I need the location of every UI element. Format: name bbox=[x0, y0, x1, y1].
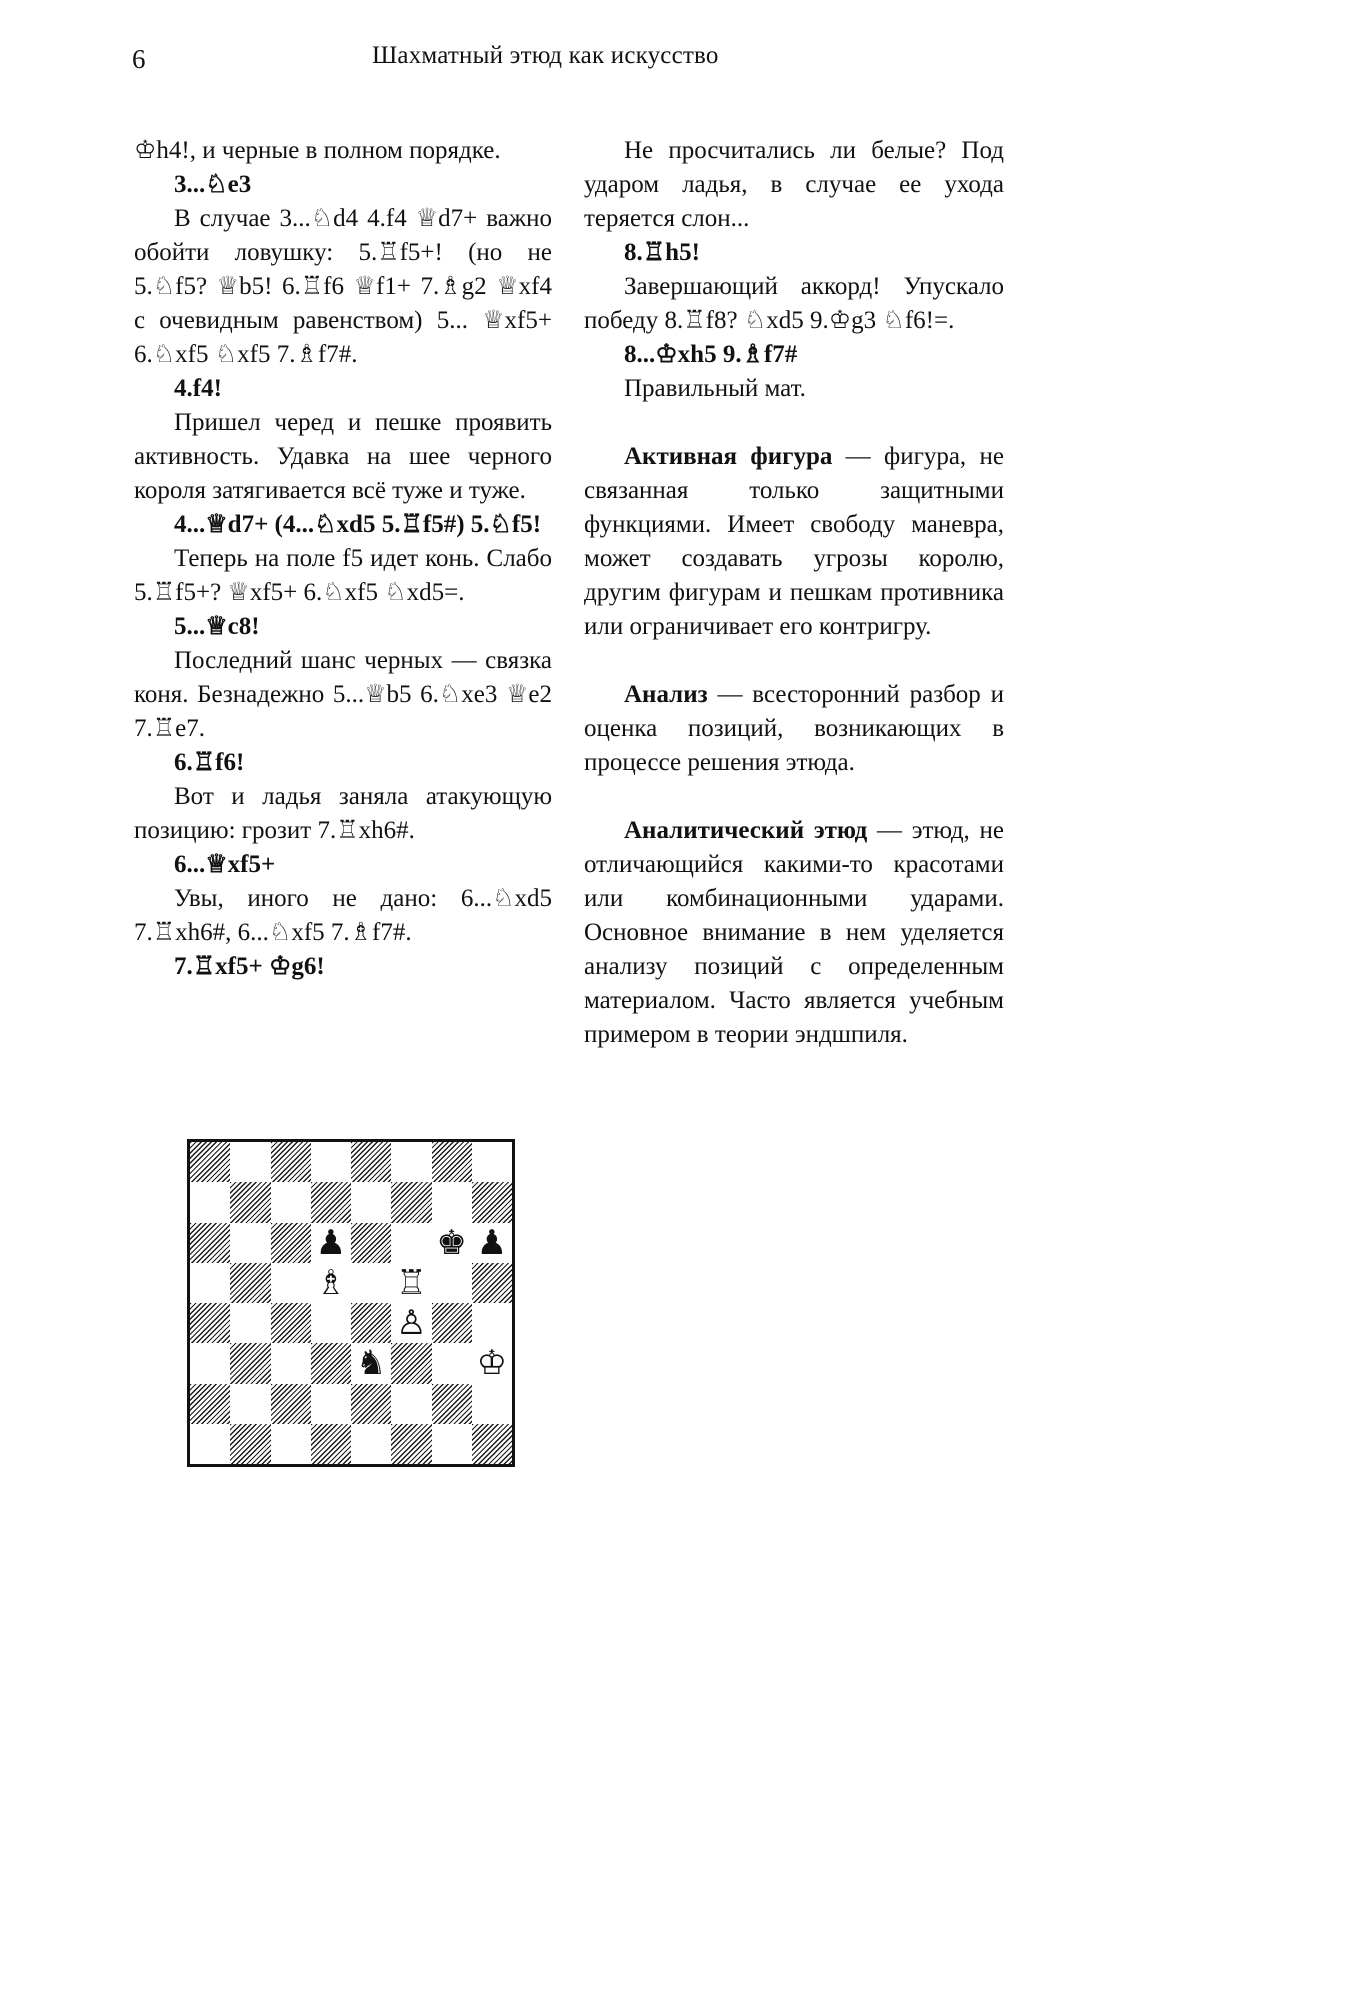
definition-body: — фигура, не связанная только защитными функциями. Имеет свободу маневра, может создавать угрозы королю, другим фигурам и пешкам противника или ограничивает его контригру. bbox=[584, 443, 1004, 640]
spacer bbox=[584, 780, 1004, 814]
square-f1 bbox=[391, 1424, 431, 1464]
definition-term: Аналитический этюд bbox=[624, 817, 868, 844]
definition-term: Активная фигура bbox=[624, 443, 833, 470]
square-f8 bbox=[391, 1142, 431, 1182]
square-d4 bbox=[311, 1303, 351, 1343]
square-d6 bbox=[311, 1223, 351, 1263]
left-column bbox=[134, 134, 552, 984]
move-line: 4.f4! bbox=[174, 375, 222, 402]
square-b2 bbox=[230, 1384, 270, 1424]
move-line: 3...♘e3 bbox=[174, 171, 252, 198]
square-b6 bbox=[230, 1223, 270, 1263]
square-a7 bbox=[190, 1182, 230, 1222]
square-a4 bbox=[190, 1303, 230, 1343]
square-d3 bbox=[311, 1343, 351, 1383]
square-d1 bbox=[311, 1424, 351, 1464]
square-f2 bbox=[391, 1384, 431, 1424]
square-g8 bbox=[432, 1142, 472, 1182]
move-line: 6...♕xf5+ bbox=[174, 851, 276, 878]
square-d2 bbox=[311, 1384, 351, 1424]
page-number: 6 bbox=[132, 44, 146, 74]
move-line: 8.♖h5! bbox=[624, 239, 700, 266]
white-pawn-icon: ♙ bbox=[391, 1303, 431, 1343]
square-h1 bbox=[472, 1424, 512, 1464]
square-g2 bbox=[432, 1384, 472, 1424]
paragraph: Пришел черед и пешке проявить активность. Удавка на шее черного короля затягивается всё туже и туже. bbox=[134, 409, 552, 504]
square-e4 bbox=[351, 1303, 391, 1343]
square-c6 bbox=[271, 1223, 311, 1263]
square-e3 bbox=[351, 1343, 391, 1383]
definition-analysis bbox=[584, 678, 1004, 780]
paragraph: В случае 3...♘d4 4.f4 ♕d7+ важно обойти ловушку: 5.♖f5+! (но не 5.♘f5? ♕b5! 6.♖f6 ♕f1+ 7.♗g2 ♕xf4 с очевидным равенством) 5... ♕xf5+ 6.♘xf5 ♘xf5 7.♗f7#. bbox=[134, 205, 552, 368]
square-g4 bbox=[432, 1303, 472, 1343]
paragraph: Последний шанс черных — связка коня. Безнадежно 5...♕b5 6.♘xe3 ♕e2 7.♖e7. bbox=[134, 647, 552, 742]
square-e2 bbox=[351, 1384, 391, 1424]
running-title: Шахматный этюд как искусство bbox=[372, 42, 719, 69]
square-g6 bbox=[432, 1223, 472, 1263]
move-line: 5...♕c8! bbox=[174, 613, 260, 640]
spacer bbox=[584, 644, 1004, 678]
square-b3 bbox=[230, 1343, 270, 1383]
square-h6 bbox=[472, 1223, 512, 1263]
paragraph: Правильный мат. bbox=[624, 375, 806, 402]
square-e6 bbox=[351, 1223, 391, 1263]
paragraph: Увы, иного не дано: 6...♘xd5 7.♖xh6#, 6...♘xf5 7.♗f7#. bbox=[134, 885, 552, 946]
paragraph: ♔h4!, и черные в полном порядке. bbox=[134, 137, 501, 164]
paragraph: Вот и ладья заняла атакующую позицию: грозит 7.♖xh6#. bbox=[134, 783, 552, 844]
move-line: 4...♕d7+ (4...♘xd5 5.♖f5#) 5.♘f5! bbox=[174, 511, 542, 538]
spacer bbox=[584, 406, 1004, 440]
chess-board bbox=[190, 1142, 512, 1464]
black-king-icon: ♚ bbox=[432, 1223, 472, 1263]
definition-active-piece bbox=[584, 440, 1004, 644]
square-h3 bbox=[472, 1343, 512, 1383]
square-a5 bbox=[190, 1263, 230, 1303]
square-f5 bbox=[391, 1263, 431, 1303]
square-g5 bbox=[432, 1263, 472, 1303]
square-e5 bbox=[351, 1263, 391, 1303]
square-a8 bbox=[190, 1142, 230, 1182]
square-b4 bbox=[230, 1303, 270, 1343]
square-c1 bbox=[271, 1424, 311, 1464]
move-line: 8...♔xh5 9.♗f7# bbox=[624, 341, 798, 368]
square-c5 bbox=[271, 1263, 311, 1303]
square-h4 bbox=[472, 1303, 512, 1343]
square-f4 bbox=[391, 1303, 431, 1343]
square-c3 bbox=[271, 1343, 311, 1383]
square-a6 bbox=[190, 1223, 230, 1263]
definition-term: Анализ bbox=[624, 681, 708, 708]
chess-diagram bbox=[187, 1139, 515, 1467]
white-rook-icon: ♖ bbox=[391, 1263, 431, 1303]
black-pawn-icon: ♟ bbox=[472, 1223, 512, 1263]
definition-body: — этюд, не отличающийся какими-то красотами или комбинационными ударами. Основное внимание в нем уделяется анализу позиций с определенным материалом. Часто является учебным примером в теории эндшпиля. bbox=[584, 817, 1004, 1048]
square-a2 bbox=[190, 1384, 230, 1424]
square-c2 bbox=[271, 1384, 311, 1424]
square-h2 bbox=[472, 1384, 512, 1424]
square-c7 bbox=[271, 1182, 311, 1222]
square-f6 bbox=[391, 1223, 431, 1263]
paragraph: Завершающий аккорд! Упускало победу 8.♖f8? ♘xd5 9.♔g3 ♘f6!=. bbox=[584, 273, 1004, 334]
square-g1 bbox=[432, 1424, 472, 1464]
square-e8 bbox=[351, 1142, 391, 1182]
square-g7 bbox=[432, 1182, 472, 1222]
definition-analytical-study bbox=[584, 814, 1004, 1052]
white-king-icon: ♔ bbox=[472, 1343, 512, 1383]
square-c8 bbox=[271, 1142, 311, 1182]
square-d5 bbox=[311, 1263, 351, 1303]
black-knight-icon: ♞ bbox=[351, 1343, 391, 1383]
square-d7 bbox=[311, 1182, 351, 1222]
square-e1 bbox=[351, 1424, 391, 1464]
square-f7 bbox=[391, 1182, 431, 1222]
square-b5 bbox=[230, 1263, 270, 1303]
move-line: 6.♖f6! bbox=[174, 749, 245, 776]
square-a1 bbox=[190, 1424, 230, 1464]
square-b8 bbox=[230, 1142, 270, 1182]
square-b7 bbox=[230, 1182, 270, 1222]
paragraph: Теперь на поле f5 идет конь. Слабо 5.♖f5+? ♕xf5+ 6.♘xf5 ♘xd5=. bbox=[134, 545, 552, 606]
square-e7 bbox=[351, 1182, 391, 1222]
square-f3 bbox=[391, 1343, 431, 1383]
square-a3 bbox=[190, 1343, 230, 1383]
square-h8 bbox=[472, 1142, 512, 1182]
black-pawn-icon: ♟ bbox=[311, 1223, 351, 1263]
right-column bbox=[584, 134, 1004, 1052]
square-h7 bbox=[472, 1182, 512, 1222]
square-d8 bbox=[311, 1142, 351, 1182]
square-c4 bbox=[271, 1303, 311, 1343]
definition-body: — всесторонний разбор и оценка позиций, возникающих в процессе решения этюда. bbox=[584, 681, 1004, 776]
square-h5 bbox=[472, 1263, 512, 1303]
move-line: 7.♖xf5+ ♔g6! bbox=[174, 953, 325, 980]
square-b1 bbox=[230, 1424, 270, 1464]
paragraph: Не просчитались ли белые? Под ударом ладья, в случае ее ухода теряется слон... bbox=[584, 137, 1004, 232]
white-bishop-icon: ♗ bbox=[311, 1263, 351, 1303]
square-g3 bbox=[432, 1343, 472, 1383]
